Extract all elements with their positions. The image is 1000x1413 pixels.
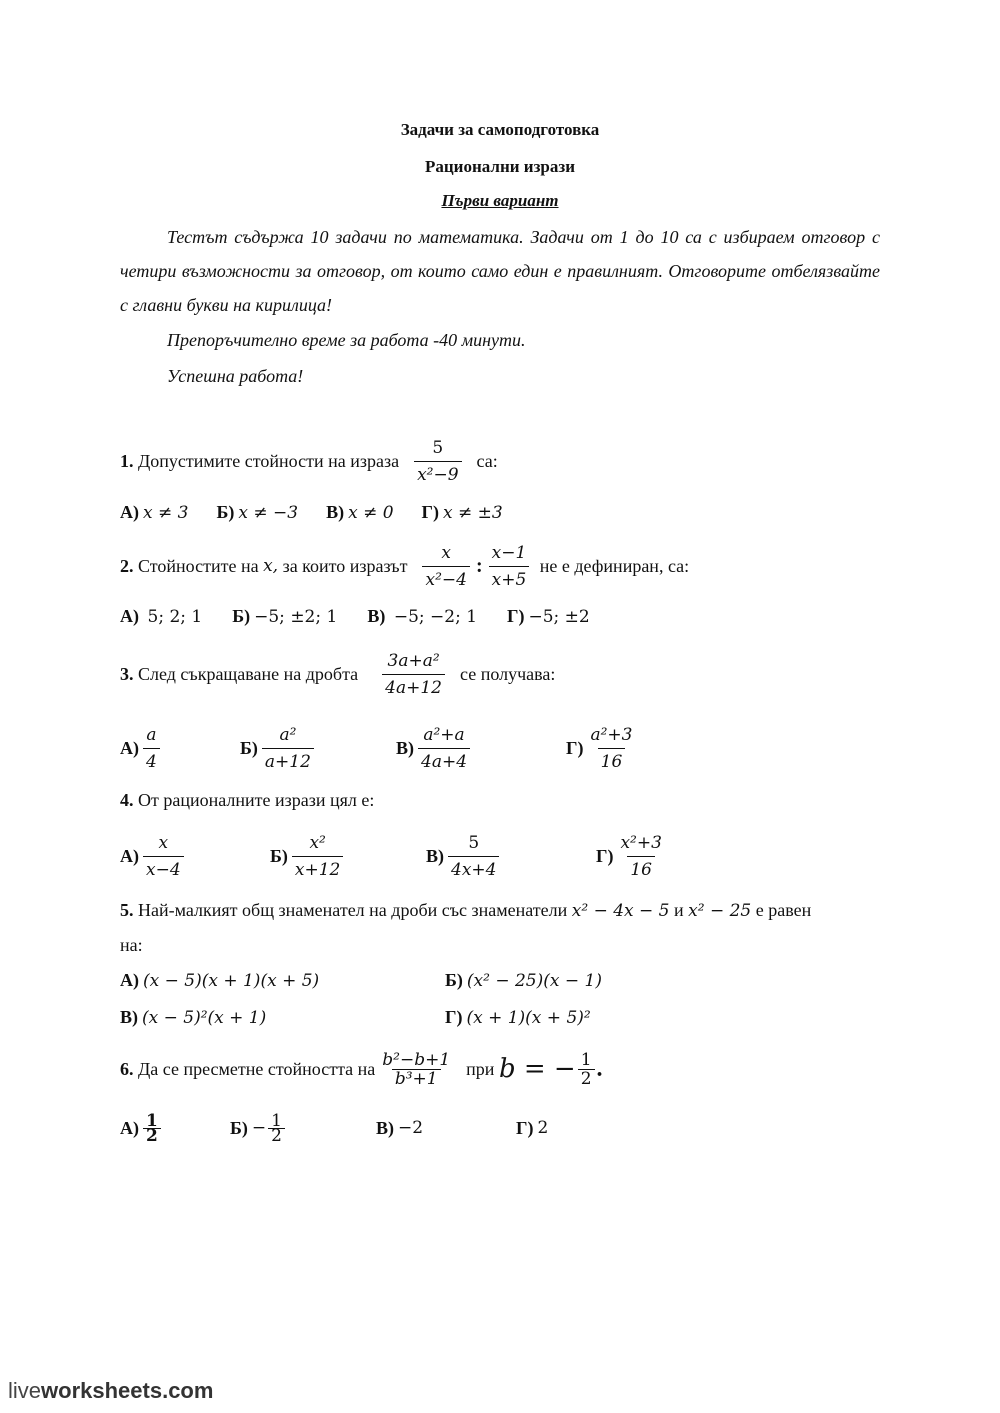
- question-5-number: 5.: [120, 900, 134, 920]
- document-title: Задачи за самоподготовка: [400, 120, 600, 139]
- option-6c[interactable]: В) −2: [376, 1117, 424, 1138]
- option-2d[interactable]: Г) −5; ±2: [507, 606, 590, 627]
- option-4c[interactable]: В) $\frac{5}{4x+4}$: [426, 830, 596, 883]
- option-5a[interactable]: А) (x − 5)(x + 1)(x + 5): [120, 970, 320, 991]
- question-6-bvalue: b = −: [498, 1054, 576, 1084]
- question-5-and: и: [674, 900, 684, 920]
- option-3c[interactable]: В) $\frac{\text{a²+a}}{4a+4}$: [396, 722, 566, 775]
- question-2-text1: Стойностите на: [138, 555, 259, 576]
- question-6-half: $\frac{1}{2}$: [578, 1051, 595, 1088]
- option-6b[interactable]: Б) − $\frac{1}{2}$: [230, 1114, 376, 1143]
- question-2: [120, 537, 689, 595]
- liveworksheets-logo[interactable]: liveworksheets.com: [8, 1378, 214, 1403]
- question-4-number: 4.: [120, 790, 134, 810]
- question-6-options: [120, 1110, 548, 1146]
- question-6-text: Да се пресметне стойността на: [138, 1058, 376, 1079]
- question-5: [120, 900, 811, 921]
- question-5-expr1: x² − 4x − 5: [571, 900, 670, 921]
- question-1-number: 1.: [120, 450, 134, 471]
- question-5-after: е равен: [755, 900, 812, 920]
- option-6a[interactable]: А) $\frac{1}{2}$: [120, 1114, 230, 1143]
- intro-time: Препоръчително време за работа -40 минути.: [167, 330, 526, 350]
- intro-wish: Успешна работа!: [167, 366, 304, 386]
- question-6-dot: .: [596, 1055, 603, 1082]
- option-6d[interactable]: Г) 2: [516, 1117, 549, 1138]
- option-4a[interactable]: А) $\frac{x}{x-4}$: [120, 830, 270, 883]
- question-5-line2: на:: [120, 935, 143, 955]
- option-2c[interactable]: В) −5; −2; 1: [367, 606, 478, 627]
- question-5-expr2: x² − 25: [688, 900, 752, 921]
- question-2-after: не е дефиниран, са:: [539, 555, 690, 576]
- option-1d[interactable]: Г) x ≠ ±3: [421, 502, 503, 523]
- option-1c[interactable]: В) x ≠ 0: [326, 502, 394, 523]
- question-4-options: [120, 826, 665, 886]
- question-5-text: Най-малкият общ знаменател на дроби със знаменатели: [138, 900, 568, 920]
- option-3a[interactable]: А) $\frac{a}{4}$: [120, 722, 240, 775]
- question-2-fraction-1: $\frac{x}{\text{x²−4}}$: [422, 540, 469, 593]
- question-3: [120, 644, 555, 704]
- question-3-text: След съкращаване на дробта: [138, 663, 359, 684]
- question-2-colon: :: [475, 554, 483, 577]
- question-2-text2: за които изразът: [282, 555, 408, 576]
- variant-title: Първи вариант: [441, 191, 559, 210]
- question-2-fraction-2: $\frac{x-1}{x+5}$: [489, 540, 530, 593]
- question-4: [120, 790, 374, 811]
- option-1a[interactable]: А) x ≠ 3: [120, 502, 189, 523]
- question-2-var: x,: [263, 556, 279, 576]
- question-6: [120, 1042, 603, 1096]
- question-3-number: 3.: [120, 663, 134, 684]
- question-2-number: 2.: [120, 555, 134, 576]
- question-4-text: От рационалните изрази цял е:: [138, 790, 375, 810]
- question-1-fraction: $\frac{5}{\text{x²−9}}$: [414, 435, 461, 488]
- option-3b[interactable]: Б) $\frac{\text{a²}}{a+12}$: [240, 722, 396, 775]
- option-5d[interactable]: Г) (x + 1)(x + 5)²: [445, 1007, 591, 1028]
- option-2b[interactable]: Б) −5; ±2; 1: [232, 606, 338, 627]
- question-1-options: [120, 502, 503, 523]
- question-3-after: се получава:: [460, 663, 556, 684]
- option-5b[interactable]: Б) (x² − 25)(x − 1): [445, 970, 602, 991]
- option-2a[interactable]: А) 5; 2; 1: [120, 606, 203, 627]
- question-3-options: [120, 718, 635, 778]
- question-3-fraction: $\frac{\text{3a+a²}}{4a+12}$: [382, 648, 445, 701]
- question-6-fraction: $\frac{\text{b²−b+1}}{\text{b³+1}}$: [382, 1049, 451, 1089]
- document-subtitle: Рационални изрази: [424, 157, 575, 176]
- question-1-after: са:: [476, 450, 498, 471]
- question-1-text: Допустимите стойности на израза: [138, 450, 400, 471]
- option-5c[interactable]: В) (x − 5)²(x + 1): [120, 1007, 267, 1028]
- question-6-at: при: [466, 1058, 495, 1079]
- option-3d[interactable]: Г) $\frac{\text{a²+3}}{16}$: [566, 722, 635, 775]
- option-4b[interactable]: Б) $\frac{\text{x²}}{x+12}$: [270, 830, 426, 883]
- intro-paragraph: Тестът съдържа 10 задачи по математика. Задачи от 1 до 10 са с избираем отговор с четири възможности за отговор, от които само един е правилният. Отговорите отбелязвайте с главни букви на кирилица!: [120, 227, 880, 315]
- question-1: [120, 432, 498, 490]
- question-6-number: 6.: [120, 1058, 134, 1079]
- option-1b[interactable]: Б) x ≠ −3: [216, 502, 299, 523]
- question-2-options: [120, 606, 590, 627]
- option-4d[interactable]: Г) $\frac{\text{x²+3}}{16}$: [596, 830, 665, 883]
